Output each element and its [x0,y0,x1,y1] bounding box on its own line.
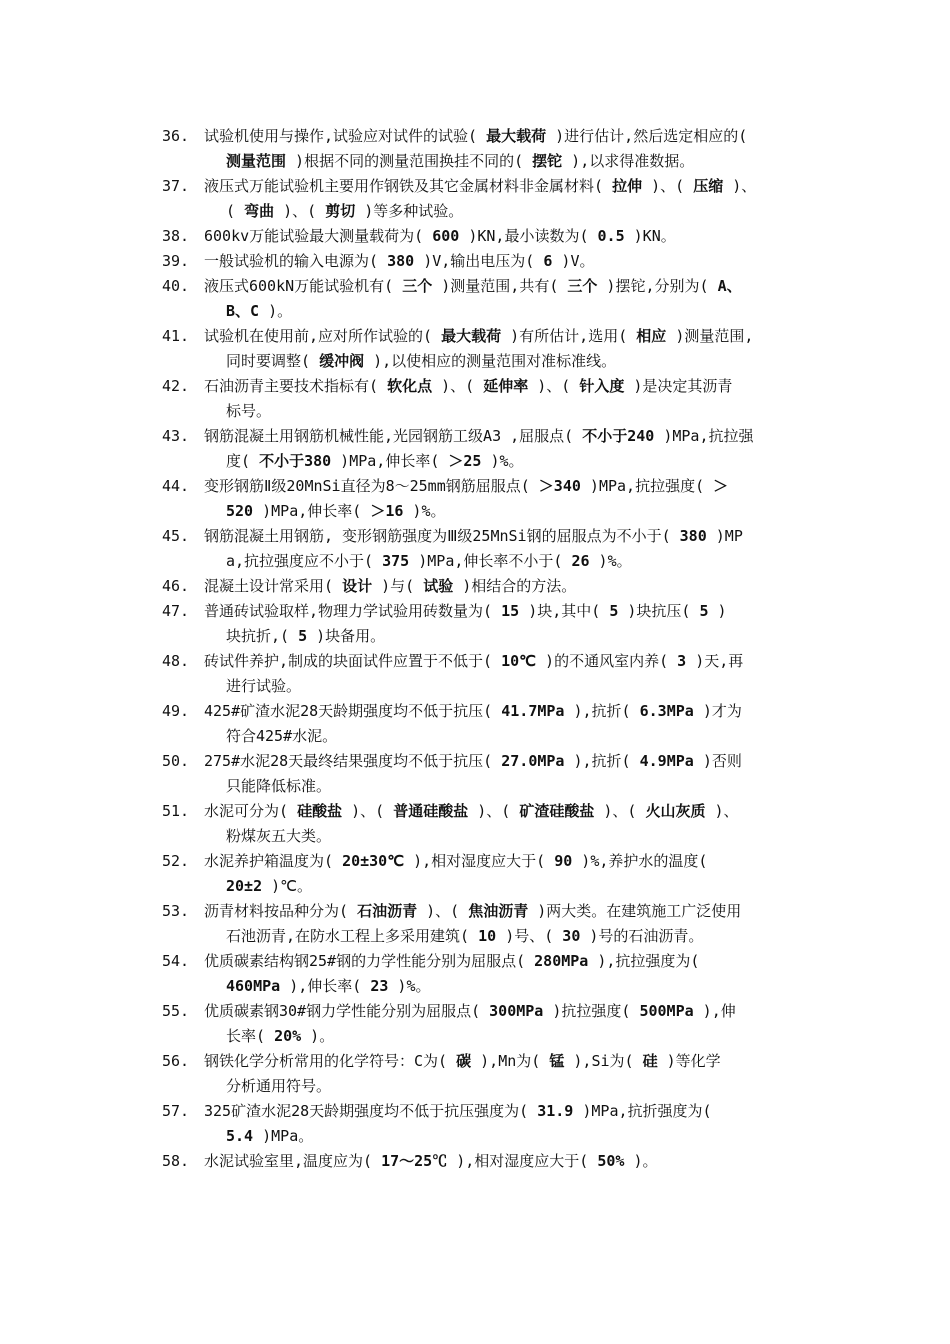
question-body [204,949,852,999]
question-item [162,324,852,374]
answer-text: 拉伸 [612,177,643,195]
question-line [204,999,852,1024]
question-text: 325矿渣水泥28天龄期强度均不低于抗压强度为( [204,1102,538,1120]
question-item [162,799,852,849]
question-body [204,574,852,599]
question-text: ) [708,602,727,620]
question-text: )等多种试验。 [355,202,464,220]
question-text: )KN。 [624,227,676,245]
question-line [204,1099,852,1124]
question-item [162,1099,852,1149]
question-text: )。 [624,1152,658,1170]
question-item [162,124,852,174]
question-line-continued [204,199,852,224]
question-text: )抗拉强度( [543,1002,640,1020]
answer-text: 27.0MPa [501,752,565,770]
question-text: 试验机使用与操作,试验应对试件的试验( [204,127,487,145]
question-item [162,524,852,574]
question-line-continued [204,149,852,174]
question-number: 46. [162,577,190,595]
question-text: )%。 [589,552,632,570]
answer-text: 460MPa [226,977,281,995]
answer-text: 520 [226,502,254,520]
question-text: 石油沥青主要技术指标有( [204,377,388,395]
question-line [204,799,852,824]
question-number: 41. [162,327,190,345]
answer-text: 焦油沥青 [468,902,529,920]
question-text: 同时要调整( [226,352,320,370]
question-line [204,324,852,349]
answer-text: 矿渣硅酸盐 [519,802,595,820]
answer-text: 相应 [636,327,667,345]
question-text: )根据不同的测量范围换挂不同的( [286,152,533,170]
question-text: 优质碳素钢30#钢力学性能分别为屈服点( [204,1002,490,1020]
question-body [204,1049,852,1099]
question-text: ),抗折( [564,702,640,720]
question-text: ( [226,202,245,220]
answer-text: 压缩 [693,177,724,195]
question-text: )。 [259,302,293,320]
question-body [204,1099,852,1149]
question-item [162,474,852,524]
answer-text: 5 [298,627,308,645]
question-number: 45. [162,527,190,545]
question-item [162,949,852,999]
question-text: )天,再 [686,652,744,670]
question-line-continued [204,1124,852,1149]
question-text: )℃。 [262,877,313,895]
question-line [204,849,852,874]
answer-text: 5 [699,602,709,620]
question-text: )才为 [693,702,742,720]
question-item [162,749,852,799]
question-item [162,999,852,1049]
answer-text: 三个 [567,277,598,295]
question-line-continued [204,924,852,949]
question-text: )MPa。 [253,1127,314,1145]
question-line [204,474,852,499]
answer-text: 最大载荷 [441,327,502,345]
answer-text: 31.9 [537,1102,574,1120]
question-line [204,649,852,674]
answer-text: 10 [478,927,497,945]
question-text: )、( [528,377,580,395]
question-item [162,374,852,424]
question-body [204,524,852,574]
question-line [204,249,852,274]
question-item [162,424,852,474]
question-item [162,699,852,749]
question-text: 试验机在使用前,应对所作试验的( [204,327,442,345]
question-text: )块,其中( [519,602,610,620]
answer-text: 试验 [423,577,454,595]
answer-text: 火山灰质 [645,802,706,820]
question-body [204,999,852,1049]
question-text: 钢筋混凝土用钢筋, 变形钢筋强度为Ⅲ级25MnSi钢的屈服点为不小于( [204,527,680,545]
answer-text: 5.4 [226,1127,254,1145]
question-body [204,849,852,899]
question-number: 40. [162,277,190,295]
question-line [204,599,852,624]
question-text: 水泥试验室里,温度应为( [204,1152,382,1170]
question-text: 600kv万能试验最大测量载荷为( [204,227,433,245]
question-text: )、 [723,177,757,195]
question-number: 53. [162,902,190,920]
question-list [162,124,852,1174]
answer-text: 23 [370,977,389,995]
question-line-continued [204,299,852,324]
question-text: 钢筋混凝土用钢筋机械性能,光园钢筋工级A3 ,屈服点( [204,427,583,445]
question-text: 粉煤灰五大类。 [226,827,332,845]
answer-text: 380 [679,527,707,545]
question-text: 块抗折,( [226,627,299,645]
question-text: )等化学 [657,1052,721,1070]
question-text: 钢铁化学分析常用的化学符号：C为( [204,1052,457,1070]
question-text: ),抗拉强度为( [588,952,700,970]
question-text: ),以求得准数据。 [562,152,695,170]
question-line-continued [204,774,852,799]
question-body [204,799,852,849]
question-line-continued [204,974,852,999]
question-body [204,899,852,949]
answer-text: ＞340 [538,477,581,495]
answer-text: 缓冲阀 [319,352,365,370]
question-text: 液压式600kN万能试验机有( [204,277,403,295]
answer-text: ＞16 [370,502,404,520]
question-text: ),伸 [693,1002,736,1020]
question-line-continued [204,549,852,574]
question-number: 48. [162,652,190,670]
question-text: )块抗压( [618,602,700,620]
question-text: )号的石油沥青。 [580,927,704,945]
question-text: )块备用。 [307,627,386,645]
question-text: )MPa,伸长率不小于( [409,552,572,570]
question-text: )MPa,抗拉强度( [580,477,714,495]
question-number: 36. [162,127,190,145]
question-number: 49. [162,702,190,720]
answer-text: 30 [562,927,581,945]
question-number: 38. [162,227,190,245]
answer-text: 90 [554,852,573,870]
question-text: )、( [274,202,326,220]
question-text: )是决定其沥青 [624,377,733,395]
question-number: 56. [162,1052,190,1070]
question-text: ),以使相应的测量范围对准标准线。 [364,352,617,370]
question-number: 52. [162,852,190,870]
answer-text: 三个 [402,277,433,295]
answer-text: B、C [226,302,260,320]
question-line-continued [204,499,852,524]
question-text: )%。 [388,977,431,995]
question-number: 51. [162,802,190,820]
question-text: 混凝土设计常采用( [204,577,343,595]
question-text: ),Si为( [564,1052,643,1070]
question-body [204,274,852,324]
question-text: )%,养护水的温度( [572,852,708,870]
question-number: 37. [162,177,190,195]
question-text: )KN,最小读数为( [459,227,598,245]
answer-text: 硅酸盐 [297,802,343,820]
answer-text: 摆铊 [532,152,563,170]
question-text: 普通砖试验取样,物理力学试验用砖数量为( [204,602,502,620]
answer-text: 弯曲 [244,202,275,220]
answer-text: 20±30℃ [342,852,405,870]
question-line [204,1049,852,1074]
question-text: 标号。 [226,402,272,420]
question-text: )MP [706,527,743,545]
answer-text: 375 [382,552,410,570]
question-number: 39. [162,252,190,270]
question-body [204,374,852,424]
question-text: )%。 [481,452,524,470]
question-item [162,224,852,249]
question-text: 只能降低标准。 [226,777,332,795]
question-text: )否则 [693,752,742,770]
question-text: 长率( [226,1027,275,1045]
question-item [162,899,852,949]
question-body [204,424,852,474]
question-line [204,949,852,974]
answer-text: ＞25 [448,452,482,470]
answer-text: 不小于240 [582,427,655,445]
answer-text: 300MPa [489,1002,544,1020]
question-line-continued [204,674,852,699]
answer-text: 20±2 [226,877,263,895]
answer-text: 4.9MPa [639,752,694,770]
question-body [204,124,852,174]
question-body [204,224,852,249]
question-text: 进行试验。 [226,677,302,695]
question-text: 石池沥青,在防水工程上多采用建筑( [226,927,479,945]
question-text: )测量范围, [666,327,754,345]
question-number: 50. [162,752,190,770]
question-line [204,524,852,549]
answer-text: 50% [597,1152,625,1170]
question-text: 水泥可分为( [204,802,298,820]
question-line [204,224,852,249]
answer-text: 15 [501,602,520,620]
question-text: )两大类。在建筑施工广泛使用 [528,902,742,920]
question-text: )MPa,抗拉强 [654,427,754,445]
question-text: )的不通风室内养( [536,652,678,670]
answer-text: 5 [609,602,619,620]
question-line [204,574,852,599]
question-text: )摆铊,分别为( [597,277,718,295]
question-item [162,649,852,699]
question-body [204,474,852,524]
answer-text: 碳 [456,1052,472,1070]
question-number: 57. [162,1102,190,1120]
question-line-continued [204,349,852,374]
question-text: )、( [468,802,520,820]
answer-text: 380 [387,252,415,270]
answer-text: 280MPa [534,952,589,970]
question-item [162,574,852,599]
answer-text: 10℃ [501,652,537,670]
answer-text: 500MPa [639,1002,694,1020]
answer-text: 硅 [642,1052,658,1070]
question-text: ),Mn为( [471,1052,550,1070]
answer-text: 20% [274,1027,302,1045]
question-text: ),相对湿度应大于( [404,852,555,870]
question-line [204,424,852,449]
question-text: )号、( [496,927,563,945]
question-text: )MPa,伸长率( [253,502,371,520]
question-body [204,699,852,749]
question-text: )V,输出电压为( [414,252,544,270]
question-body [204,599,852,649]
question-line [204,899,852,924]
question-body [204,324,852,374]
question-line [204,699,852,724]
question-text: )%。 [403,502,446,520]
question-text: )进行估计,然后选定相应的( [546,127,748,145]
question-body [204,749,852,799]
question-text: 水泥养护箱温度为( [204,852,343,870]
question-text: )、( [642,177,694,195]
question-line [204,174,852,199]
question-item [162,274,852,324]
answer-text: 锰 [549,1052,565,1070]
question-text: )、( [594,802,646,820]
question-number: 54. [162,952,190,970]
answer-text: 普通硅酸盐 [393,802,469,820]
question-text: ),相对湿度应大于( [447,1152,598,1170]
question-text: )MPa,抗折强度为( [573,1102,712,1120]
question-text: )、( [432,377,484,395]
question-text: 一般试验机的输入电源为( [204,252,388,270]
question-line [204,374,852,399]
answer-text: 石油沥青 [357,902,418,920]
question-text: a,抗拉强度应不小于( [226,552,383,570]
question-body [204,174,852,224]
answer-text: 3 [677,652,687,670]
answer-text: 26 [571,552,590,570]
question-text: )、( [342,802,394,820]
question-item [162,174,852,224]
question-number: 44. [162,477,190,495]
question-text: )MPa,伸长率( [331,452,449,470]
answer-text: 不小于380 [259,452,332,470]
answer-text: 最大载荷 [486,127,547,145]
question-item [162,849,852,899]
question-body [204,249,852,274]
answer-text: 剪切 [325,202,356,220]
question-line-continued [204,874,852,899]
answer-text: 软化点 [387,377,433,395]
question-line-continued [204,824,852,849]
answer-text: A、 [717,277,742,295]
answer-text: 针入度 [579,377,625,395]
answer-text: 6 [543,252,553,270]
question-text: 425#矿渣水泥28天龄期强度均不低于抗压( [204,702,502,720]
question-number: 55. [162,1002,190,1020]
answer-text: 设计 [342,577,373,595]
question-text: 砖试件养护,制成的块面试件应置于不低于( [204,652,502,670]
question-item [162,599,852,649]
answer-text: 41.7MPa [501,702,565,720]
question-text: )与( [372,577,424,595]
question-text: 沥青材料按品种分为( [204,902,358,920]
question-line-continued [204,1074,852,1099]
question-text: 符合425#水泥。 [226,727,338,745]
question-number: 58. [162,1152,190,1170]
question-text: 分析通用符号。 [226,1077,332,1095]
question-number: 43. [162,427,190,445]
answer-text: ＞ [713,477,729,495]
question-text: 液压式万能试验机主要用作钢铁及其它金属材料非金属材料( [204,177,613,195]
question-line [204,749,852,774]
question-line [204,274,852,299]
answer-text: 0.5 [597,227,625,245]
question-line-continued [204,1024,852,1049]
question-text: ),抗折( [564,752,640,770]
question-item [162,1149,852,1174]
question-text: ),伸长率( [280,977,371,995]
question-text: 优质碳素结构钢25#钢的力学性能分别为屈服点( [204,952,535,970]
question-number: 47. [162,602,190,620]
question-text: )有所估计,选用( [501,327,637,345]
question-text: 度( [226,452,260,470]
question-text: )相结合的方法。 [453,577,577,595]
question-text: )、( [417,902,469,920]
answer-text: 延伸率 [483,377,529,395]
question-item [162,249,852,274]
question-text: 275#水泥28天最终结果强度均不低于抗压( [204,752,502,770]
question-line-continued [204,449,852,474]
question-text: 变形钢筋Ⅱ级20MnSi直径为8～25mm钢筋屈服点( [204,477,539,495]
question-number: 42. [162,377,190,395]
question-text: )。 [301,1027,335,1045]
question-body [204,1149,852,1174]
question-line [204,1149,852,1174]
question-line-continued [204,399,852,424]
question-text: )、 [705,802,739,820]
answer-text: 测量范围 [226,152,287,170]
question-body [204,649,852,699]
answer-text: 17～25℃ [381,1152,448,1170]
question-line-continued [204,624,852,649]
answer-text: 6.3MPa [639,702,694,720]
question-text: )V。 [552,252,595,270]
question-item [162,1049,852,1099]
question-text: )测量范围,共有( [432,277,568,295]
answer-text: 600 [432,227,460,245]
question-line [204,124,852,149]
question-line-continued [204,724,852,749]
